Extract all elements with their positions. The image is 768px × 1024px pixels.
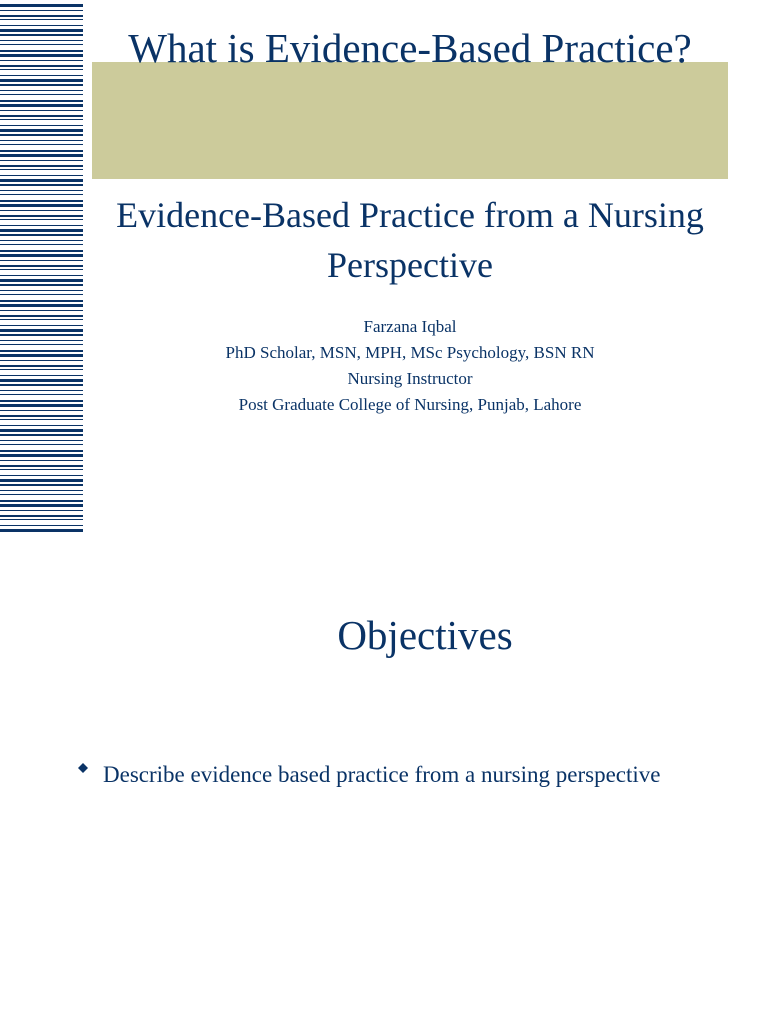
stripe bbox=[0, 494, 83, 495]
stripe bbox=[0, 419, 83, 420]
stripe bbox=[0, 519, 83, 520]
stripe bbox=[0, 425, 83, 426]
stripe bbox=[0, 525, 83, 526]
stripe bbox=[0, 394, 83, 395]
stripe bbox=[0, 194, 83, 195]
stripe bbox=[0, 115, 83, 117]
stripe bbox=[0, 104, 83, 107]
stripe bbox=[0, 310, 83, 311]
stripe bbox=[0, 240, 83, 241]
stripe bbox=[0, 515, 83, 517]
stripe bbox=[0, 379, 83, 382]
stripe bbox=[0, 254, 83, 257]
stripe bbox=[0, 429, 83, 432]
stripe bbox=[0, 200, 83, 202]
stripe bbox=[0, 34, 83, 36]
stripe bbox=[0, 510, 83, 511]
stripe bbox=[0, 144, 83, 145]
stripe bbox=[0, 354, 83, 357]
list-item bbox=[76, 760, 756, 790]
stripe bbox=[0, 184, 83, 186]
stripe bbox=[0, 210, 83, 211]
stripe bbox=[0, 215, 83, 217]
stripe bbox=[0, 175, 83, 176]
stripe bbox=[0, 454, 83, 457]
stripe bbox=[0, 369, 83, 370]
stripe bbox=[0, 84, 83, 86]
stripe bbox=[0, 479, 83, 482]
stripe bbox=[0, 260, 83, 261]
stripe bbox=[0, 29, 83, 32]
stripe bbox=[0, 415, 83, 417]
stripe bbox=[0, 300, 83, 302]
stripe bbox=[0, 329, 83, 332]
stripe bbox=[0, 19, 83, 20]
stripe bbox=[0, 475, 83, 476]
stripe bbox=[0, 10, 83, 11]
stripe bbox=[0, 15, 83, 17]
stripe bbox=[0, 234, 83, 236]
author-institution: Post Graduate College of Nursing, Punjab, Lahore bbox=[238, 395, 582, 414]
stripe bbox=[0, 450, 83, 452]
stripe bbox=[0, 490, 83, 491]
stripe bbox=[0, 94, 83, 95]
stripe bbox=[0, 290, 83, 291]
slide-subtitle: Evidence-Based Practice from a Nursing Perspective bbox=[116, 195, 704, 285]
stripe bbox=[0, 375, 83, 376]
stripe bbox=[0, 500, 83, 502]
stripe bbox=[0, 225, 83, 226]
stripe bbox=[0, 229, 83, 232]
stripe bbox=[0, 315, 83, 317]
stripe bbox=[0, 340, 83, 341]
stripe bbox=[0, 390, 83, 391]
stripe bbox=[0, 444, 83, 445]
objectives-slide bbox=[0, 560, 768, 1020]
stripe bbox=[0, 60, 83, 61]
stripe bbox=[0, 265, 83, 267]
stripe bbox=[0, 169, 83, 170]
stripe bbox=[0, 44, 83, 45]
stripe bbox=[0, 284, 83, 286]
stripe bbox=[0, 244, 83, 245]
stripe bbox=[0, 69, 83, 70]
stripe bbox=[0, 50, 83, 52]
stripe bbox=[0, 100, 83, 102]
stripe bbox=[0, 134, 83, 136]
stripe bbox=[0, 325, 83, 326]
stripe bbox=[0, 219, 83, 220]
objectives-list bbox=[76, 760, 756, 790]
stripe bbox=[0, 460, 83, 461]
stripe bbox=[0, 110, 83, 111]
stripe bbox=[0, 334, 83, 336]
stripe bbox=[0, 294, 83, 295]
stripe bbox=[0, 65, 83, 67]
stripe bbox=[0, 434, 83, 436]
title-band bbox=[92, 62, 728, 179]
stripe bbox=[0, 75, 83, 76]
stripe bbox=[0, 125, 83, 126]
stripe bbox=[0, 165, 83, 167]
stripe bbox=[0, 129, 83, 132]
stripe bbox=[0, 384, 83, 386]
stripe bbox=[0, 304, 83, 307]
stripe bbox=[0, 404, 83, 407]
stripe bbox=[0, 54, 83, 57]
author-role: Nursing Instructor bbox=[347, 369, 473, 388]
stripe bbox=[0, 279, 83, 282]
stripe bbox=[0, 79, 83, 82]
slide-title: What is Evidence-Based Practice? bbox=[128, 25, 692, 71]
stripe bbox=[0, 204, 83, 207]
stripe bbox=[0, 275, 83, 276]
stripe bbox=[0, 140, 83, 141]
stripe bbox=[0, 160, 83, 161]
stripe bbox=[0, 119, 83, 120]
stripe bbox=[0, 410, 83, 411]
stripe bbox=[0, 350, 83, 352]
decorative-stripes bbox=[0, 0, 83, 537]
stripe bbox=[0, 344, 83, 345]
stripe bbox=[0, 504, 83, 507]
stripe bbox=[0, 529, 83, 532]
diamond-bullet-icon bbox=[76, 756, 90, 776]
stripe bbox=[0, 400, 83, 402]
stripe bbox=[0, 484, 83, 486]
stripe bbox=[0, 319, 83, 320]
objectives-title: Objectives bbox=[337, 612, 513, 658]
stripe bbox=[0, 469, 83, 470]
stripe bbox=[0, 90, 83, 91]
stripe bbox=[0, 150, 83, 152]
stripe bbox=[0, 190, 83, 191]
stripe bbox=[0, 4, 83, 7]
objective-text: Describe evidence based practice from a nursing perspective bbox=[103, 762, 661, 787]
stripe bbox=[0, 25, 83, 26]
stripe bbox=[0, 40, 83, 41]
stripe bbox=[0, 179, 83, 182]
author-block bbox=[92, 314, 728, 418]
stripe bbox=[0, 365, 83, 367]
stripe bbox=[0, 250, 83, 252]
author-name: Farzana Iqbal bbox=[363, 317, 457, 336]
stripe bbox=[0, 440, 83, 441]
stripe bbox=[0, 269, 83, 270]
stripe bbox=[0, 465, 83, 467]
stripe bbox=[0, 360, 83, 361]
stripe bbox=[0, 154, 83, 157]
author-credentials: PhD Scholar, MSN, MPH, MSc Psychology, BSN RN bbox=[225, 343, 595, 362]
